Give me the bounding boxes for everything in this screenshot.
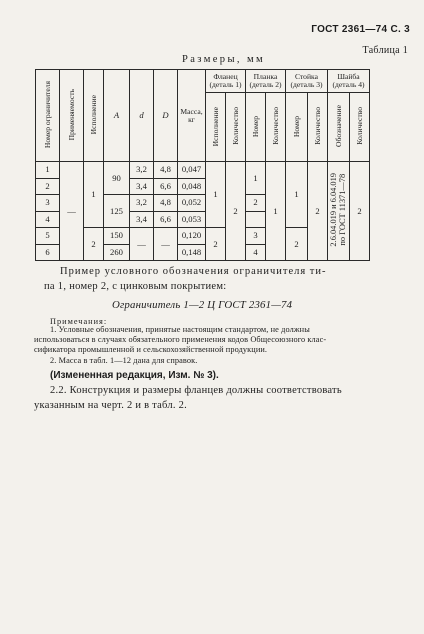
note-1-line-3: сификатора промышленной и сельскохозяйственной продукции. [34, 345, 268, 354]
cell-applicability: — [60, 162, 84, 261]
cell-a-90: 90 [104, 162, 130, 195]
cell-big-d: 4,8 [154, 195, 178, 212]
cell-number: 5 [36, 228, 60, 245]
cell-flange-qty: 2 [226, 162, 246, 261]
header-plate: Планка (деталь 2) [246, 70, 286, 93]
header-plate-qty: Количество [266, 93, 286, 162]
dimensions-caption: Размеры, мм [182, 54, 266, 65]
example-heading-line2: па 1, номер 2, с цинковым покрытием: [44, 281, 227, 292]
cell-plate-number-2: 2 [246, 195, 266, 212]
cell-version-1: 1 [84, 162, 104, 228]
header-version: Исполнение [84, 70, 104, 162]
cell-big-d: — [154, 228, 178, 261]
cell-post-number-2: 2 [286, 228, 308, 261]
cell-mass: 0,053 [178, 211, 206, 228]
cell-version-2: 2 [84, 228, 104, 261]
header-post-number: Номер [286, 93, 308, 162]
cell-plate-number-2b [246, 211, 266, 228]
cell-big-d: 6,6 [154, 211, 178, 228]
note-2: 2. Масса в табл. 1—12 дана для справок. [50, 356, 198, 365]
cell-a-150: 150 [104, 228, 130, 245]
cell-d: 3,4 [130, 178, 154, 195]
example-designation: Ограничитель 1—2 Ц ГОСТ 2361—74 [112, 299, 293, 311]
cell-number: 1 [36, 162, 60, 179]
cell-plate-qty: 1 [266, 162, 286, 261]
example-heading-line1: Пример условного обозначения ограничителя ти- [60, 266, 327, 277]
limiters-table [35, 69, 370, 261]
notes-heading: Примечания: [50, 317, 108, 326]
cell-d: 3,4 [130, 211, 154, 228]
cell-number: 6 [36, 244, 60, 261]
cell-flange-version-2: 2 [206, 228, 226, 261]
cell-number: 4 [36, 211, 60, 228]
header-plate-number: Номер [246, 93, 266, 162]
cell-number: 3 [36, 195, 60, 212]
edition-note: (Измененная редакция, Изм. № 3). [50, 370, 219, 381]
cell-post-number-1: 1 [286, 162, 308, 228]
cell-mass: 0,052 [178, 195, 206, 212]
cell-a-260: 260 [104, 244, 130, 261]
cell-big-d: 4,8 [154, 162, 178, 179]
cell-washer-qty: 2 [350, 162, 370, 261]
cell-plate-number-1: 1 [246, 162, 266, 195]
cell-big-d: 6,6 [154, 178, 178, 195]
table-row [36, 162, 370, 179]
header-flange-version: Исполнение [206, 93, 226, 162]
cell-d: — [130, 228, 154, 261]
gost-page-reference: ГОСТ 2361—74 С. 3 [311, 24, 410, 35]
header-d: d [130, 70, 154, 162]
cell-d: 3,2 [130, 162, 154, 179]
header-post-qty: Количество [308, 93, 328, 162]
cell-plate-number-4: 4 [246, 244, 266, 261]
header-a: A [104, 70, 130, 162]
header-washer-designation: Обозначение [328, 93, 350, 162]
cell-number: 2 [36, 178, 60, 195]
cell-post-qty: 2 [308, 162, 328, 261]
cell-plate-number-3: 3 [246, 228, 266, 245]
cell-mass: 0,120 [178, 228, 206, 245]
header-washer-qty: Количество [350, 93, 370, 162]
cell-mass: 0,047 [178, 162, 206, 179]
header-applicability: Применяемость [60, 70, 84, 162]
cell-mass: 0,148 [178, 244, 206, 261]
header-flange: Фланец (деталь 1) [206, 70, 246, 93]
header-limiter-number: Номер ограничителя [36, 70, 60, 162]
header-flange-qty: Количество [226, 93, 246, 162]
header-big-d: D [154, 70, 178, 162]
header-mass: Масса, кг [178, 70, 206, 162]
header-post: Стойка (деталь 3) [286, 70, 328, 93]
cell-washer-designation: 2.6.04.019 и 6.04.019 по ГОСТ 11371—78 [328, 162, 350, 261]
cell-d: 3,2 [130, 195, 154, 212]
paragraph-2-2-line1: 2.2. Конструкция и размеры фланцев должны соответствовать [50, 385, 342, 396]
cell-mass: 0,048 [178, 178, 206, 195]
table-number: Таблица 1 [362, 45, 408, 56]
cell-a-125: 125 [104, 195, 130, 228]
note-1-line-2: использоваться в случаях обязательного применения кодов Общесоюзного клас- [34, 335, 327, 344]
cell-flange-version-1: 1 [206, 162, 226, 228]
header-washer: Шайба (деталь 4) [328, 70, 370, 93]
paragraph-2-2-line2: указанным на черт. 2 и в табл. 2. [34, 400, 188, 411]
note-1-line-1: 1. Условные обозначения, принятые настоящим стандартом, не должны [50, 325, 310, 334]
